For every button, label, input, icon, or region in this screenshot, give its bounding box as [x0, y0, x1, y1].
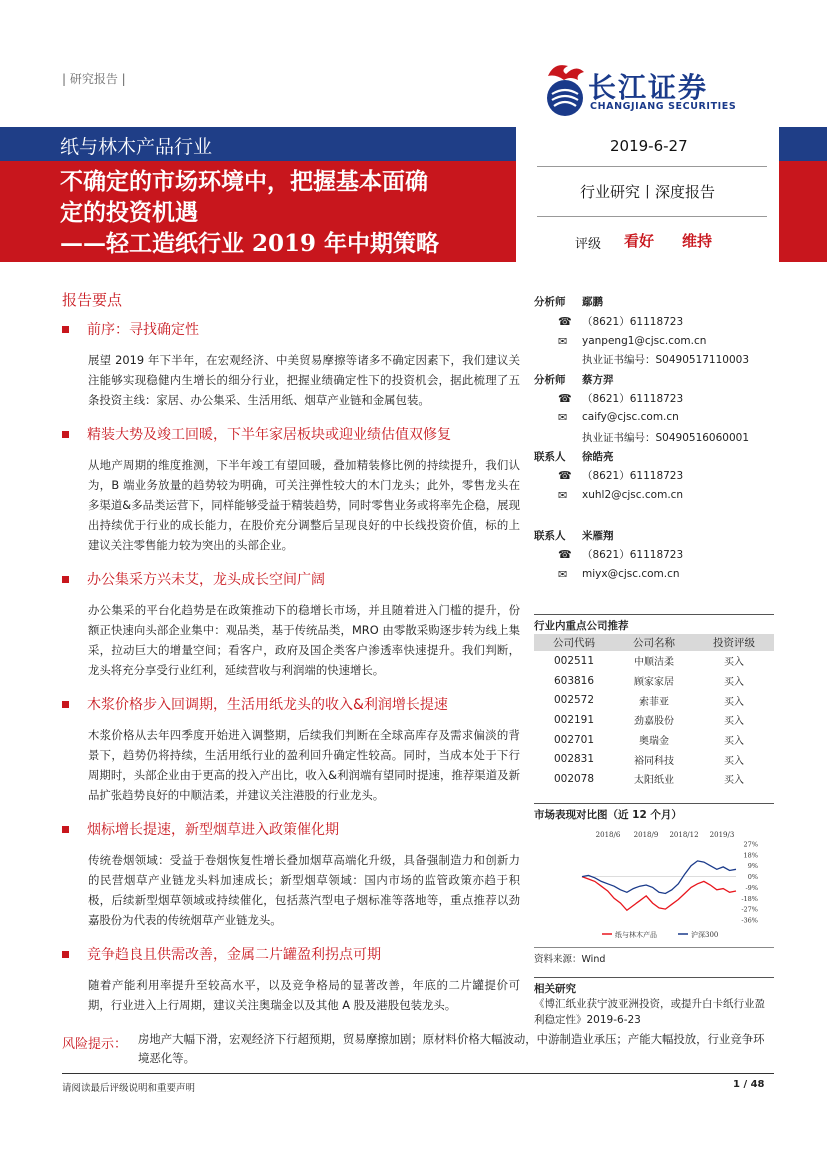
section-home-furnishing — [62, 425, 520, 555]
section-tobacco — [62, 820, 520, 930]
analyst-role: 分析师 — [534, 373, 566, 386]
contact-phone: （8621）61118723 — [582, 469, 684, 482]
section-body: 从地产周期的维度推测，下半年竣工有望回暖，叠加精装修比例的持续提升，我们认为，B 端业务放量的趋势较为明确，可关注弹性较大的木门龙头；此外，零售龙头在多渠道&多品类运营下，同样能够受益于精装趋势，同时零售业务或将率先企稳，展现出持续优于行业的成长能力，在股价充分调整后呈现良好的中长线投资价值，标的上建议关注零售能力较为突出的头部企业。 — [88, 458, 520, 552]
section-tissue-paper — [62, 695, 520, 805]
analyst-name: 蔡方羿 — [582, 373, 614, 386]
y-tick-label: 27% — [743, 840, 758, 849]
y-tick-label: 9% — [747, 862, 758, 871]
rating-value: 看好 — [624, 232, 655, 250]
series-line — [582, 877, 736, 911]
y-tick-label: 0% — [747, 873, 758, 882]
table-row — [534, 769, 774, 789]
stock-code: 002572 — [553, 694, 595, 707]
divider — [537, 216, 767, 217]
stock-rating: 买入 — [724, 736, 744, 748]
contact-role: 联系人 — [534, 450, 566, 463]
section-body: 展望 2019 年下半年，在宏观经济、中美贸易摩擦等诸多不确定因素下，我们建议关注能够实现稳健内生增长的细分行业，把握业绩确定性下的投资机会，据此梳理了五条投资主线：家居、办公集采、生活用纸、烟草产业链和金属包装。 — [88, 353, 520, 407]
footer-disclaimer: 请阅读最后评级说明和重要声明 — [62, 1083, 196, 1094]
page-number: 1 / 48 — [733, 1079, 765, 1090]
section-metal-packaging — [62, 945, 520, 1015]
y-tick-label: -27% — [741, 905, 758, 914]
stock-name: 顾家家居 — [634, 677, 674, 689]
bullet-square-icon — [62, 951, 69, 958]
section-heading: 竞争趋良且供需改善，金属二片罐盈利拐点可期 — [87, 947, 381, 963]
report-type-tag: | 研究报告 | — [62, 72, 126, 86]
phone-icon: ☎ — [558, 547, 572, 561]
performance-chart — [534, 826, 774, 946]
logo-english-text: CHANGJIANG SECURITIES — [590, 101, 737, 112]
y-tick-label: -18% — [741, 894, 758, 903]
title-band-right — [779, 161, 827, 262]
analyst-phone: （8621）61118723 — [582, 392, 684, 405]
divider — [534, 977, 774, 978]
section-body: 办公集采的平台化趋势是在政策推动下的稳增长市场，并且随着进入门槛的提升，份额正快速向头部企业集中：观品类，基于传统品类，MRO 由零散采购逐步转为线上集采，拉动巨大的增量空间；看客户，政府及国企类客户渗透率快速提升。我们判断，龙头将充分享受行业红利，延续营收与利润端的快速增长。 — [88, 603, 520, 677]
divider — [537, 166, 767, 167]
changjiang-logo-icon — [540, 60, 590, 120]
stock-code: 002701 — [553, 733, 595, 746]
rating-change: 维持 — [682, 232, 713, 250]
related-research-item[interactable]: 《博汇纸业获宁波亚洲投资，或提升白卡纸行业盈利稳定性》2019-6-23 — [534, 998, 765, 1026]
analyst-cert: 执业证书编号：S0490516060001 — [582, 431, 750, 444]
title-line-2: 定的投资机遇 — [60, 199, 198, 226]
table-header: 公司名称 — [614, 634, 694, 651]
title-band-left — [0, 161, 54, 262]
report-type: 行业研究丨深度报告 — [580, 183, 716, 201]
section-preface — [62, 320, 520, 410]
section-body: 木浆价格从去年四季度开始进入调整期，后续我们判断在全球高库存及需求偏淡的背景下，趋势仍将持续，生活用纸行业的盈利回升确定性较高。同时，当成本处于下行周期时，头部企业由于更高的投入产出比，收入&利润端有望同时提速，推荐渠道及新品扩张趋势良好的中顺洁柔，并建议关注港股的行业龙头。 — [88, 728, 520, 802]
bullet-square-icon — [62, 701, 69, 708]
divider — [534, 947, 774, 948]
y-tick-label: 18% — [743, 851, 758, 860]
x-tick-label: 2018/9 — [633, 831, 659, 839]
phone-icon: ☎ — [558, 468, 572, 482]
contact-email[interactable]: xuhl2@cjsc.com.cn — [582, 489, 684, 501]
related-research-title: 相关研究 — [534, 983, 576, 995]
stock-table-title: 行业内重点公司推荐 — [534, 620, 629, 632]
report-date: 2019-6-27 — [610, 137, 688, 155]
stock-name: 劲嘉股份 — [634, 716, 674, 728]
table-row — [534, 749, 774, 769]
email-icon: ✉ — [558, 410, 568, 424]
bullet-square-icon — [62, 326, 69, 333]
analyst-name: 鄢鹏 — [582, 295, 603, 308]
stock-name: 索菲亚 — [639, 696, 669, 708]
section-heading: 精装大势及竣工回暖，下半年家居板块或迎业绩估值双修复 — [87, 427, 451, 443]
title-line-1: 不确定的市场环境中，把握基本面确 — [60, 168, 428, 195]
phone-icon: ☎ — [558, 314, 572, 328]
chart-title: 市场表现对比图（近 12 个月） — [534, 809, 682, 821]
stock-name: 奥瑞金 — [639, 736, 669, 748]
section-body: 传统卷烟领域：受益于卷烟恢复性增长叠加烟草高端化升级，具备强制造力和创新力的民营烟草产业链龙头料加速成长；新型烟草领域：国内市场的监管政策亦趋于积极，后续新型烟草领域或持续催化，包括蒸汽型电子烟标准等落地等，重点推荐以劲嘉股份为代表的传统烟草产业链龙头。 — [88, 853, 520, 927]
table-row — [534, 730, 774, 750]
analyst-role: 分析师 — [534, 295, 566, 308]
stock-rating: 买入 — [724, 755, 744, 767]
section-office-procurement — [62, 570, 520, 680]
legend-label: 沪深300 — [691, 931, 719, 939]
legend-label: 纸与林木产品 — [615, 931, 657, 939]
report-title — [60, 166, 516, 259]
section-heading: 前序：寻找确定性 — [87, 322, 199, 338]
analyst-cert: 执业证书编号：S0490517110003 — [582, 353, 750, 366]
stock-rating: 买入 — [724, 775, 744, 787]
phone-icon: ☎ — [558, 391, 572, 405]
title-line-3: ——轻工造纸行业 2019 年中期策略 — [60, 230, 440, 257]
contact-name: 米雁翔 — [582, 529, 614, 542]
stock-table — [534, 634, 774, 789]
section-body: 随着产能利用率提升至较高水平，以及竞争格局的显著改善，年底的二片罐提价可期，行业进入上行周期，建议关注奥瑞金以及其他 A 股及港股包装龙头。 — [88, 978, 520, 1012]
y-tick-label: -9% — [745, 883, 758, 892]
x-tick-label: 2018/12 — [669, 831, 699, 839]
risk-label: 风险提示： — [62, 1037, 128, 1052]
y-tick-label: -36% — [741, 916, 758, 925]
contact-name: 徐皓亮 — [582, 450, 614, 463]
table-header: 投资评级 — [694, 634, 774, 651]
email-icon: ✉ — [558, 488, 568, 502]
stock-rating: 买入 — [724, 677, 744, 689]
stock-rating: 买入 — [724, 657, 744, 669]
contact-email[interactable]: miyx@cjsc.com.cn — [582, 568, 680, 580]
stock-code: 002511 — [553, 654, 595, 667]
logo-text: 长江证券 — [588, 71, 709, 104]
email-icon: ✉ — [558, 567, 568, 581]
header-band-right — [779, 127, 827, 161]
email-icon: ✉ — [558, 334, 568, 348]
bullet-square-icon — [62, 431, 69, 438]
section-heading: 木浆价格步入回调期，生活用纸龙头的收入&利润增长提速 — [87, 697, 448, 713]
stock-code: 002078 — [553, 772, 595, 785]
stock-code: 002191 — [553, 713, 595, 726]
x-tick-label: 2018/6 — [595, 831, 621, 839]
analyst-email[interactable]: yanpeng1@cjsc.com.cn — [582, 335, 707, 347]
table-row — [534, 671, 774, 691]
table-row — [534, 690, 774, 710]
header-band-left — [0, 127, 54, 161]
analyst-phone: （8621）61118723 — [582, 315, 684, 328]
industry-name: 纸与林木产品行业 — [60, 136, 213, 158]
analyst-email[interactable]: caify@cjsc.com.cn — [582, 411, 679, 423]
stock-rating: 买入 — [724, 716, 744, 728]
rating-label: 评级 — [575, 237, 602, 252]
divider — [534, 803, 774, 804]
table-row — [534, 651, 774, 671]
contact-phone: （8621）61118723 — [582, 548, 684, 561]
footer-divider — [62, 1073, 774, 1074]
stock-name: 裕同科技 — [634, 755, 674, 767]
contact-role: 联系人 — [534, 529, 566, 542]
stock-code: 603816 — [553, 674, 595, 687]
divider — [534, 614, 774, 615]
risk-text: 房地产大幅下滑，宏观经济下行超预期，贸易摩擦加剧；原材料价格大幅波动，中游制造业承压；产能大幅投放，行业竞争环境恶化等。 — [138, 1032, 765, 1065]
chart-source: 资料来源：Wind — [534, 954, 606, 965]
bullet-square-icon — [62, 576, 69, 583]
table-row — [534, 710, 774, 730]
stock-name: 太阳纸业 — [634, 775, 674, 787]
section-heading: 烟标增长提速，新型烟草进入政策催化期 — [87, 822, 339, 838]
bullet-square-icon — [62, 826, 69, 833]
table-header: 公司代码 — [534, 634, 614, 651]
stock-code: 002831 — [553, 753, 595, 766]
stock-name: 中顺洁柔 — [634, 657, 674, 669]
section-heading: 办公集采方兴未艾，龙头成长空间广阔 — [87, 572, 325, 588]
stock-rating: 买入 — [724, 696, 744, 708]
x-tick-label: 2019/3 — [709, 831, 735, 839]
key-points-title: 报告要点 — [62, 291, 123, 309]
